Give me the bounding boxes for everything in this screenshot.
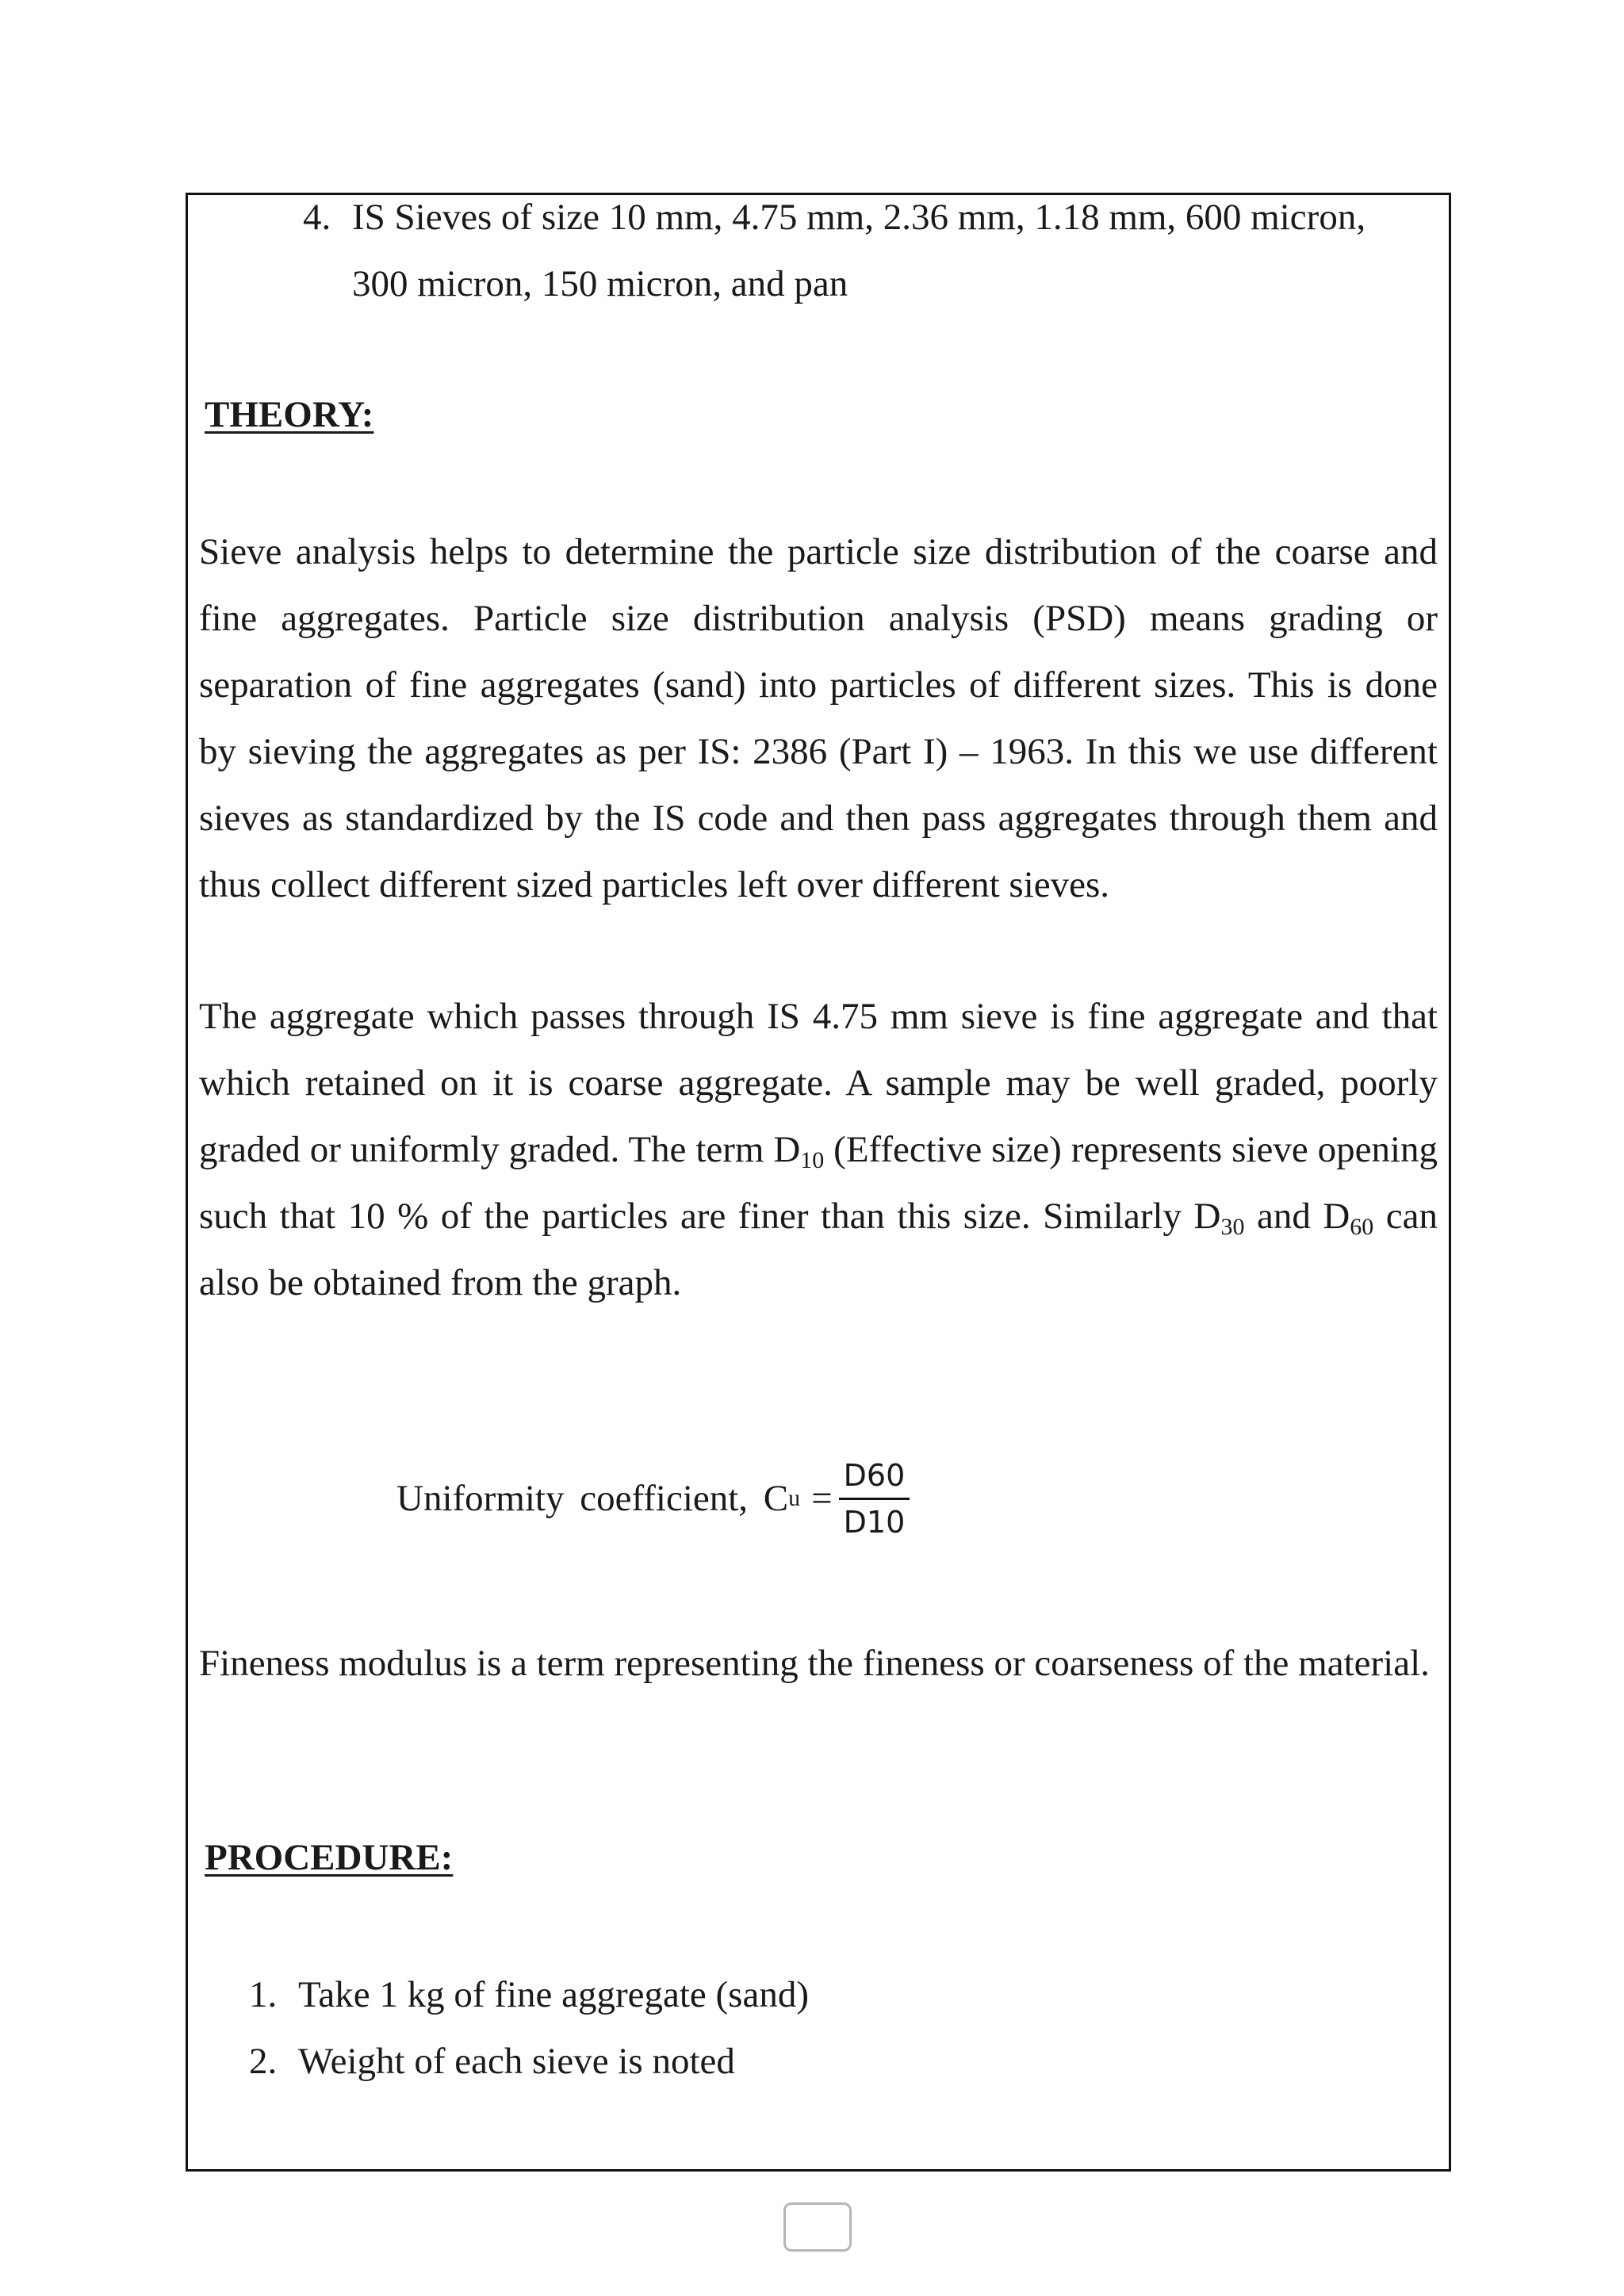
procedure-step-2-text: Weight of each sieve is noted [298,2041,735,2082]
apparatus-item-text-line2: 300 micron, 150 micron, and pan [352,263,848,304]
formula-denominator: D10 [843,1504,906,1540]
page-number-badge [783,2202,852,2252]
d30-subscript: 30 [1220,1214,1245,1240]
uniformity-coefficient-formula: Uniformity coefficient, C u = $\frac{D60}{D10}$ [396,1451,910,1546]
formula-fraction [839,1458,910,1540]
theory-paragraph-2 [199,983,1438,1316]
theory-paragraph-2-part3: and D [1244,1196,1350,1237]
formula-equals: = [811,1478,833,1519]
apparatus-item-text-line1: IS Sieves of size 10 mm, 4.75 mm, 2.36 mm, 1.18 mm, 600 micron, [352,197,1366,238]
theory-paragraph-3: Fineness modulus is a term representing the fineness or coarseness of the material. [199,1643,1430,1684]
theory-paragraph-2-part2: (Effective size) represents sieve opening such that 10 % of the particles are finer than this size. Similarly D [199,1129,1438,1237]
formula-label: Uniformity coefficient, C [396,1478,789,1519]
apparatus-item-number: 4. [303,197,331,238]
d60-subscript: 60 [1350,1214,1374,1240]
procedure-step-1-number: 1. [249,1974,278,2015]
theory-paragraph-2-part4: can also be obtained from the graph. [199,1196,1438,1303]
procedure-step-2-number: 2. [249,2041,278,2082]
procedure-step-1-text: Take 1 kg of fine aggregate (sand) [298,1974,809,2015]
theory-paragraph-1: Sieve analysis helps to determine the particle size distribution of the coarse and fine aggregates. Particle size distribution analysis (PSD) means grading or separation of fine aggregates (sand) into particles of different sizes. This is done by sieving the aggregates as per IS: 2386 (Part I) – 1963. In this we use different sieves as standardized by the IS code and then pass aggregates through them and thus collect different sized particles left over different sieves. [199,531,1438,905]
theory-paragraph-2-part1: The aggregate which passes through IS 4.75 mm sieve is fine aggregate and that which retained on it is coarse aggregate. A sample may be well graded, poorly graded or uniformly graded. The term D [199,996,1438,1170]
formula-numerator: D60 [839,1458,910,1500]
d10-subscript: 10 [800,1147,825,1173]
procedure-heading: PROCEDURE: [205,1837,454,1878]
theory-heading: THEORY: [205,394,374,435]
